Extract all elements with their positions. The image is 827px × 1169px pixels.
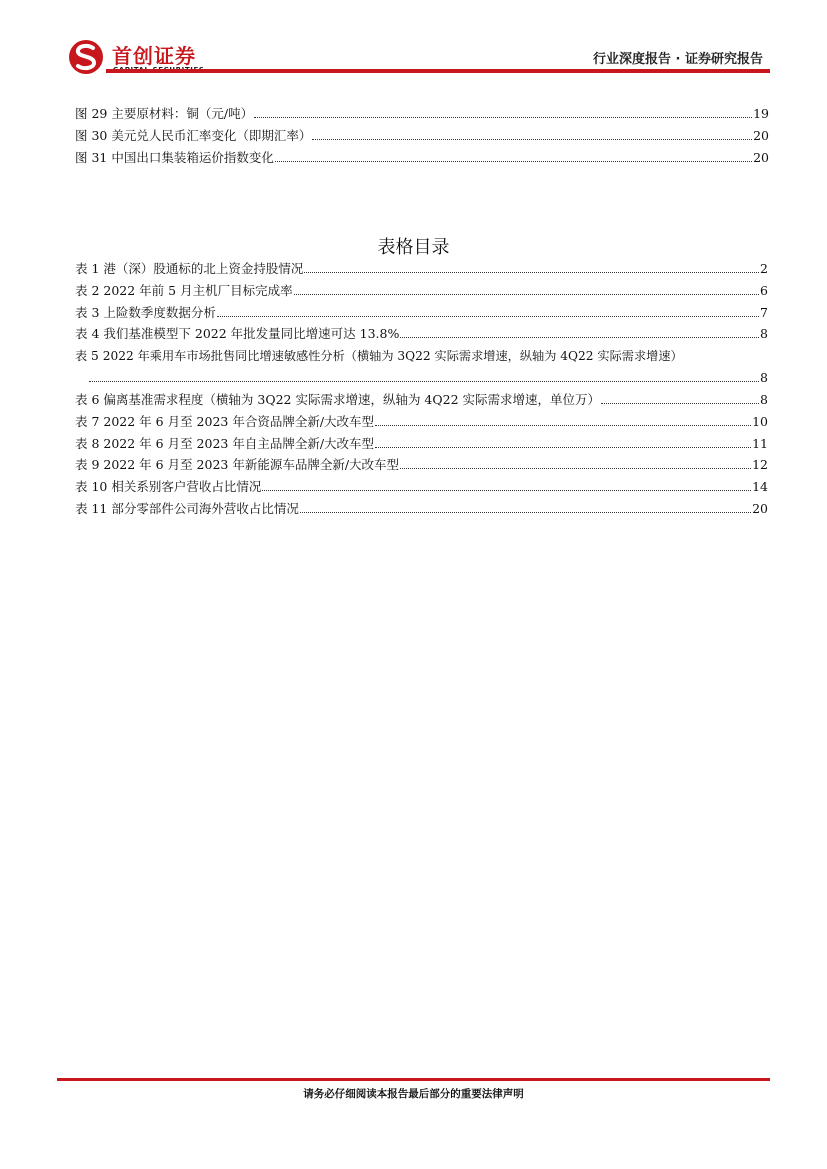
figure-toc-entry[interactable] — [75, 106, 769, 122]
toc-entry-label: 表 9 2022 年 6 月至 2023 年新能源车品牌全新/大改车型 — [75, 457, 400, 472]
toc-entry-label: 表 3 上险数季度数据分析 — [75, 305, 216, 320]
tables-index-title: 表格目录 — [377, 237, 450, 258]
toc-leader-dots — [375, 425, 751, 426]
toc-leader-dots — [312, 139, 752, 140]
toc-page-number: 10 — [752, 414, 768, 429]
toc-entry-label: 表 7 2022 年 6 月至 2023 年合资品牌全新/大改车型 — [75, 414, 375, 429]
toc-page-number: 20 — [753, 128, 769, 143]
report-type-tag: 行业深度报告 · 证券研究报告 — [593, 52, 763, 67]
table-toc-entry[interactable] — [75, 479, 768, 495]
toc-entry-label: 图 30 美元兑人民币汇率变化（即期汇率） — [75, 128, 312, 143]
toc-leader-dots — [601, 403, 759, 404]
toc-leader-dots — [275, 161, 752, 162]
toc-entry-label: 表 6 偏离基准需求程度（横轴为 3Q22 实际需求增速，纵轴为 4Q22 实际需求增速，单位万） — [75, 392, 601, 407]
table-toc-entry[interactable] — [75, 283, 768, 299]
toc-leader-dots — [254, 117, 752, 118]
toc-entry-label: 图 29 主要原材料：铜（元/吨） — [75, 106, 254, 121]
toc-leader-dots — [294, 294, 759, 295]
toc-page-number: 19 — [753, 106, 769, 121]
toc-entry-label: 图 31 中国出口集装箱运价指数变化 — [75, 150, 274, 165]
toc-leader-dots — [300, 512, 751, 513]
table-toc-entry[interactable] — [75, 326, 768, 342]
toc-page-number: 20 — [753, 150, 769, 165]
footer-divider — [57, 1078, 770, 1081]
table-toc-entry[interactable] — [75, 501, 768, 517]
toc-leader-dots — [375, 447, 751, 448]
toc-entry-label: 表 1 港（深）股通标的北上资金持股情况 — [75, 261, 304, 276]
toc-page-number: 7 — [760, 305, 768, 320]
toc-page-number: 8 — [760, 392, 768, 407]
figure-toc-entry[interactable] — [75, 150, 769, 166]
table-toc-entry[interactable] — [75, 392, 768, 408]
toc-entry-label: 表 11 部分零部件公司海外营收占比情况 — [75, 501, 299, 516]
toc-entry-label: 表 4 我们基准模型下 2022 年批发量同比增速可达 13.8% — [75, 326, 400, 341]
toc-leader-dots — [262, 490, 751, 491]
toc-leader-dots — [217, 316, 759, 317]
toc-page-number: 11 — [752, 436, 768, 451]
toc-entry-label: 表 8 2022 年 6 月至 2023 年自主品牌全新/大改车型 — [75, 436, 375, 451]
logo-chinese-name: 首创证券 — [112, 44, 196, 68]
toc-entry-label: 表 5 2022 年乘用车市场批售同比增速敏感性分析（横轴为 3Q22 实际需求增速，纵轴为 4Q22 实际需求增速） — [75, 349, 683, 363]
toc-leader-dots — [304, 272, 759, 273]
header-divider — [106, 69, 770, 73]
table-toc-entry[interactable] — [75, 305, 768, 321]
toc-page-number: 14 — [752, 479, 768, 494]
table-toc-entry[interactable] — [75, 414, 768, 430]
toc-page-number: 20 — [752, 501, 768, 516]
toc-page-number: 6 — [760, 283, 768, 298]
table-toc-entry[interactable] — [75, 457, 768, 473]
toc-page-number: 8 — [760, 370, 768, 385]
legal-disclaimer-note: 请务必仔细阅读本报告最后部分的重要法律声明 — [303, 1088, 524, 1100]
capital-securities-logo-icon — [66, 38, 106, 76]
table-toc-entry[interactable] — [75, 348, 768, 364]
table-toc-entry[interactable] — [75, 261, 768, 277]
toc-entry-label: 表 2 2022 年前 5 月主机厂目标完成率 — [75, 283, 293, 298]
toc-page-number: 8 — [760, 326, 768, 341]
toc-entry-label: 表 10 相关系别客户营收占比情况 — [75, 479, 262, 494]
toc-leader-dots — [400, 337, 759, 338]
toc-page-number: 2 — [760, 261, 768, 276]
table-toc-entry[interactable] — [75, 436, 768, 452]
toc-page-number: 12 — [752, 457, 768, 472]
table-toc-entry-continuation[interactable] — [88, 370, 768, 386]
toc-leader-dots — [89, 381, 759, 382]
toc-leader-dots — [400, 468, 751, 469]
figure-toc-entry[interactable] — [75, 128, 769, 144]
